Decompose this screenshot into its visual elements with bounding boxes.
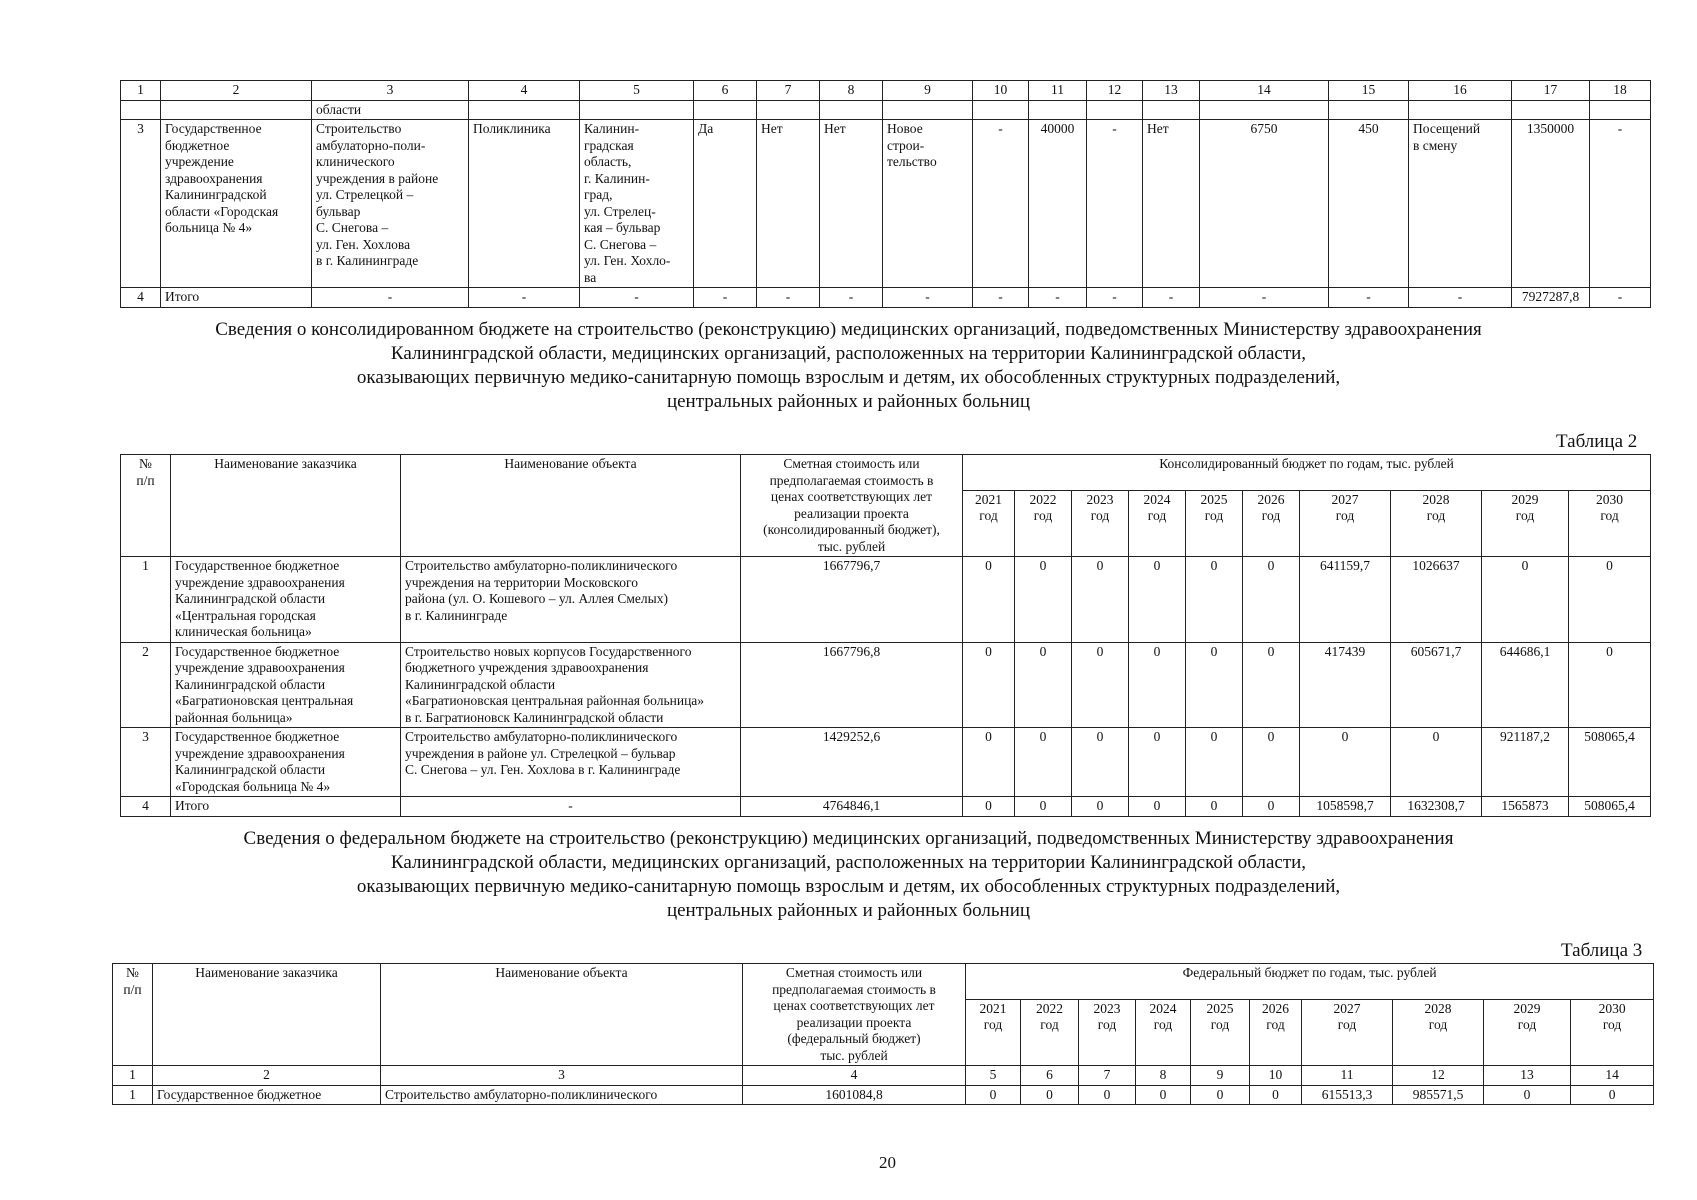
column-number: 6 [694, 81, 757, 101]
table-cell: - [1087, 288, 1143, 308]
table-cell: 641159,7 [1300, 557, 1391, 643]
column-number: 12 [1393, 1066, 1484, 1086]
table-cell: - [973, 120, 1029, 288]
column-number: 1 [121, 81, 161, 101]
header-customer: Наименование заказчика [153, 964, 381, 1066]
table-cell [694, 100, 757, 120]
table-cell: Строительство новых корпусов Государственного бюджетного учреждения здравоохранения Калининградской области «Багратионовская центральная районная больница» в г. Багратионовск Калининградской области [401, 642, 741, 728]
column-number: 1 [113, 1066, 153, 1086]
header-year: 2022 год [1021, 999, 1079, 1065]
table-cell: 0 [1569, 642, 1651, 728]
column-number: 14 [1571, 1066, 1654, 1086]
table-cell: 0 [1015, 557, 1072, 643]
header-cost: Сметная стоимость или предполагаемая стоимость в ценах соответствующих лет реализации проекта (федеральный бюджет) тыс. рублей [743, 964, 966, 1066]
table-cell: Государственное бюджетное учреждение здравоохранения Калининградской области «Городская больница № 4» [171, 728, 401, 797]
column-number: 3 [312, 81, 469, 101]
table-cell [1409, 100, 1512, 120]
table-3-federal-budget [112, 963, 1654, 1105]
table-cell: 1026637 [1391, 557, 1482, 643]
header-customer: Наименование заказчика [171, 455, 401, 557]
table-cell: 1565873 [1482, 797, 1569, 817]
table-cell: 0 [963, 728, 1015, 797]
table-cell: 7927287,8 [1512, 288, 1590, 308]
header-year: 2023 год [1072, 490, 1129, 556]
table-cell: - [757, 288, 820, 308]
table-cell: 985571,5 [1393, 1085, 1484, 1105]
column-number: 4 [469, 81, 580, 101]
table-cell: 0 [1072, 797, 1129, 817]
table-cell: Строительство амбулаторно-поли- клинического учреждения в районе ул. Стрелецкой – бульвар С. Снегова – ул. Ген. Хохлова в г. Калининграде [312, 120, 469, 288]
column-number: 16 [1409, 81, 1512, 101]
table-cell: 0 [966, 1085, 1021, 1105]
header-object: Наименование объекта [401, 455, 741, 557]
table-cell: - [820, 288, 883, 308]
header-year: 2028 год [1393, 999, 1484, 1065]
table-cell: 0 [1129, 797, 1186, 817]
table-cell: Нет [757, 120, 820, 288]
header-year: 2027 год [1302, 999, 1393, 1065]
table-cell: Да [694, 120, 757, 288]
table-cell: Государственное бюджетное учреждение здравоохранения Калининградской области «Центральная городская клиническая больница» [171, 557, 401, 643]
header-year: 2030 год [1569, 490, 1651, 556]
column-number: 11 [1302, 1066, 1393, 1086]
header-years-group: Консолидированный бюджет по годам, тыс. рублей [963, 455, 1651, 491]
column-number: 8 [1136, 1066, 1191, 1086]
header-year: 2021 год [963, 490, 1015, 556]
column-number: 10 [973, 81, 1029, 101]
table-cell: 0 [1571, 1085, 1654, 1105]
column-number-row [113, 1066, 1654, 1086]
table-cell [883, 100, 973, 120]
header-cost: Сметная стоимость или предполагаемая стоимость в ценах соответствующих лет реализации проекта (консолидированный бюджет), тыс. рублей [741, 455, 963, 557]
column-number: 2 [161, 81, 312, 101]
header-year: 2023 год [1079, 999, 1136, 1065]
table-cell: - [694, 288, 757, 308]
table-cell: 0 [1015, 728, 1072, 797]
table-cell: - [312, 288, 469, 308]
table-cell: Посещений в смену [1409, 120, 1512, 288]
table-2-title: Сведения о консолидированном бюджете на строительство (реконструкцию) медицинских организаций, подведомственных Министерству здравоохранения Калининградской области, медицинских организаций, расположенных на территории Калининградской области, оказывающих первичную медико-санитарную помощь взрослым и детям, их обособленных структурных подразделений, центральных районных и районных больниц [215, 319, 1482, 412]
table-cell: 0 [1186, 642, 1243, 728]
table-cell [973, 100, 1029, 120]
table-cell: 0 [1482, 557, 1569, 643]
table-1-continuation [120, 80, 1651, 308]
column-number: 15 [1329, 81, 1409, 101]
table-2-consolidated-budget [120, 454, 1651, 817]
table-cell: - [1087, 120, 1143, 288]
table-cell: 0 [1186, 728, 1243, 797]
table-cell: 0 [1136, 1085, 1191, 1105]
table-cell: - [883, 288, 973, 308]
column-number: 2 [153, 1066, 381, 1086]
table-cell: Строительство амбулаторно-поликлинического учреждения в районе ул. Стрелецкой – бульвар С. Снегова – ул. Ген. Хохлова в г. Калининграде [401, 728, 741, 797]
table-cell: Калинин- градская область, г. Калинин- град, ул. Стрелец- кая – бульвар С. Снегова – ул. Ген. Хохло- ва [580, 120, 694, 288]
column-number: 11 [1029, 81, 1087, 101]
table-cell [1143, 100, 1200, 120]
header-year: 2022 год [1015, 490, 1072, 556]
table-cell [121, 100, 161, 120]
table-cell: 0 [963, 797, 1015, 817]
table-cell: - [1590, 120, 1651, 288]
table-cell: 417439 [1300, 642, 1391, 728]
table-cell: Строительство амбулаторно-поликлинического учреждения на территории Московского района (ул. О. Кошевого – ул. Аллея Смелых) в г. Калининграде [401, 557, 741, 643]
table-cell: - [1409, 288, 1512, 308]
table-cell: 0 [1129, 728, 1186, 797]
table-row [121, 728, 1651, 797]
column-number-row [121, 81, 1651, 101]
table-cell: - [973, 288, 1029, 308]
table-cell: 0 [1186, 797, 1243, 817]
table-cell: - [1590, 288, 1651, 308]
page-number: 20 [879, 1153, 896, 1172]
table-cell: 3 [121, 120, 161, 288]
header-year: 2029 год [1484, 999, 1571, 1065]
header-year: 2024 год [1136, 999, 1191, 1065]
table-cell [1590, 100, 1651, 120]
table-cell: - [1143, 288, 1200, 308]
table-row [121, 642, 1651, 728]
table-cell: 1667796,8 [741, 642, 963, 728]
table-cell: 0 [1243, 642, 1300, 728]
table-cell: 0 [1072, 728, 1129, 797]
table-cell: Государственное бюджетное учреждение здравоохранения Калининградской области «Городская больница № 4» [161, 120, 312, 288]
table-cell: 2 [121, 642, 171, 728]
column-number: 6 [1021, 1066, 1079, 1086]
table-cell: 0 [1391, 728, 1482, 797]
column-number: 5 [580, 81, 694, 101]
table-cell: 3 [121, 728, 171, 797]
table-cell: Нет [820, 120, 883, 288]
table-cell: 0 [1243, 728, 1300, 797]
table-cell: - [1029, 288, 1087, 308]
table-cell: 0 [1129, 642, 1186, 728]
table-cell: 450 [1329, 120, 1409, 288]
table-cell: Итого [161, 288, 312, 308]
table-cell: 6750 [1200, 120, 1329, 288]
table-cell: 0 [1072, 557, 1129, 643]
table-3-label: Таблица 3 [1561, 940, 1643, 961]
column-number: 8 [820, 81, 883, 101]
table-cell: 0 [1015, 797, 1072, 817]
header-year: 2026 год [1250, 999, 1302, 1065]
column-number: 9 [883, 81, 973, 101]
table-cell: 0 [1186, 557, 1243, 643]
table-cell: 0 [1072, 642, 1129, 728]
table-2-label: Таблица 2 [1556, 431, 1638, 452]
table-cell: 0 [1569, 557, 1651, 643]
table-cell [580, 100, 694, 120]
table-cell: 1 [113, 1085, 153, 1105]
table-cell [469, 100, 580, 120]
table-cell: Государственное бюджетное учреждение здравоохранения Калининградской области «Багратионовская центральная районная больница» [171, 642, 401, 728]
header-year: 2026 год [1243, 490, 1300, 556]
table-cell [820, 100, 883, 120]
table-cell [1329, 100, 1409, 120]
table-cell: 508065,4 [1569, 797, 1651, 817]
header-year: 2030 год [1571, 999, 1654, 1065]
table-row [113, 1085, 1654, 1105]
table-cell: 644686,1 [1482, 642, 1569, 728]
header-year: 2025 год [1186, 490, 1243, 556]
column-number: 5 [966, 1066, 1021, 1086]
header-year: 2025 год [1191, 999, 1250, 1065]
table-cell: 0 [1191, 1085, 1250, 1105]
table-cell: 1 [121, 557, 171, 643]
table-cell: 4 [121, 797, 171, 817]
table-cell: Государственное бюджетное [153, 1085, 381, 1105]
table-row [121, 288, 1651, 308]
table-row [121, 557, 1651, 643]
table-cell: области [312, 100, 469, 120]
table-cell: 1601084,8 [743, 1085, 966, 1105]
header-year: 2028 год [1391, 490, 1482, 556]
header-number: № п/п [113, 964, 153, 1066]
header-year: 2029 год [1482, 490, 1569, 556]
column-number: 9 [1191, 1066, 1250, 1086]
table-cell: 0 [1015, 642, 1072, 728]
table-cell: - [401, 797, 741, 817]
table-cell: 1667796,7 [741, 557, 963, 643]
table-cell: 0 [963, 557, 1015, 643]
table-cell: Поликлиника [469, 120, 580, 288]
table-cell: 4 [121, 288, 161, 308]
table-cell: Строительство амбулаторно-поликлинического [381, 1085, 743, 1105]
table-3-title: Сведения о федеральном бюджете на строительство (реконструкцию) медицинских организаций, подведомственных Министерству здравоохранения Калининградской области, медицинских организаций, расположенных на территории Калининградской области, оказывающих первичную медико-санитарную помощь взрослым и детям, их обособленных структурных подразделений, центральных районных и районных больниц [243, 828, 1454, 921]
table-cell: Нет [1143, 120, 1200, 288]
table-cell [1029, 100, 1087, 120]
column-number: 10 [1250, 1066, 1302, 1086]
table-cell: Итого [171, 797, 401, 817]
column-number: 13 [1143, 81, 1200, 101]
table-cell: 40000 [1029, 120, 1087, 288]
column-number: 4 [743, 1066, 966, 1086]
table-cell: 0 [1129, 557, 1186, 643]
header-row [113, 964, 1654, 1000]
table-cell: 1058598,7 [1300, 797, 1391, 817]
table-cell: - [1329, 288, 1409, 308]
table-cell: 0 [1250, 1085, 1302, 1105]
table-cell: 1429252,6 [741, 728, 963, 797]
column-number: 12 [1087, 81, 1143, 101]
table-cell [1512, 100, 1590, 120]
table-cell: 1632308,7 [1391, 797, 1482, 817]
column-number: 17 [1512, 81, 1590, 101]
table-cell: 508065,4 [1569, 728, 1651, 797]
table-cell: 0 [1079, 1085, 1136, 1105]
column-number: 7 [757, 81, 820, 101]
header-object: Наименование объекта [381, 964, 743, 1066]
table-cell [161, 100, 312, 120]
table-cell [1087, 100, 1143, 120]
table-cell: 0 [1021, 1085, 1079, 1105]
header-year: 2021 год [966, 999, 1021, 1065]
continuation-row [121, 100, 1651, 120]
table-cell: Новое строи- тельство [883, 120, 973, 288]
table-cell [1200, 100, 1329, 120]
table-row [121, 120, 1651, 288]
header-number: № п/п [121, 455, 171, 557]
table-cell [757, 100, 820, 120]
table-cell: 0 [1243, 797, 1300, 817]
header-row [121, 455, 1651, 491]
table-cell: 4764846,1 [741, 797, 963, 817]
column-number: 7 [1079, 1066, 1136, 1086]
column-number: 18 [1590, 81, 1651, 101]
table-cell: - [580, 288, 694, 308]
table-cell: 921187,2 [1482, 728, 1569, 797]
table-cell: - [1200, 288, 1329, 308]
table-cell: 0 [1243, 557, 1300, 643]
table-cell: 1350000 [1512, 120, 1590, 288]
column-number: 14 [1200, 81, 1329, 101]
table-cell: 605671,7 [1391, 642, 1482, 728]
table-row [121, 797, 1651, 817]
header-year: 2027 год [1300, 490, 1391, 556]
header-years-group: Федеральный бюджет по годам, тыс. рублей [966, 964, 1654, 1000]
column-number: 13 [1484, 1066, 1571, 1086]
table-cell: 0 [963, 642, 1015, 728]
column-number: 3 [381, 1066, 743, 1086]
table-cell: 0 [1300, 728, 1391, 797]
table-cell: 615513,3 [1302, 1085, 1393, 1105]
table-cell: - [469, 288, 580, 308]
table-cell: 0 [1484, 1085, 1571, 1105]
header-year: 2024 год [1129, 490, 1186, 556]
